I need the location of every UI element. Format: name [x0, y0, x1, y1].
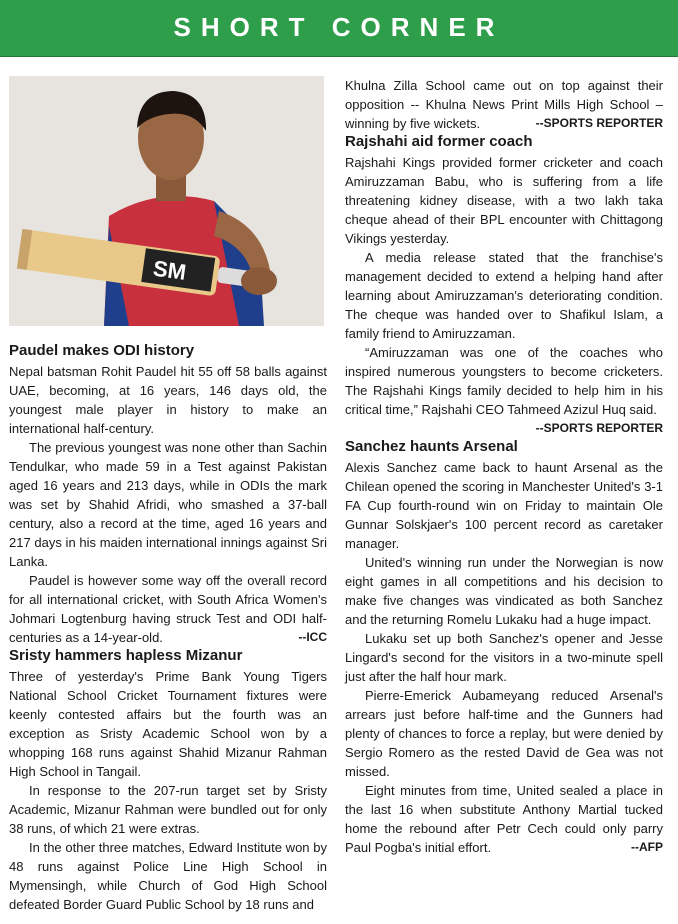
story-paragraph: A media release stated that the franchise's management decided to extend a helping hand after learning about Amiruzzaman's deteriorating condition. The cheque was handed over to Shafikul Islam, a family friend to Amiruzzaman.: [345, 250, 663, 341]
right-column: [345, 76, 663, 857]
story-paragraph: “Amiruzzaman was one of the coaches who inspired numerous youngsters to become cricketers. The Rajshahi Kings family decided to help him in his critical time,” Rajshahi CEO Tahmeed Azizul Huq said.: [345, 345, 663, 417]
story-paragraph: Alexis Sanchez came back to haunt Arsenal as the Chilean opened the scoring in Manchester United's 3-1 FA Cup fourth-round win on Friday to maintain Ole Gunnar Solskjaer's 100 percent record as caretaker manager.: [345, 460, 663, 551]
story-headline: Rajshahi aid former coach: [345, 133, 533, 150]
story-paragraph: Pierre-Emerick Aubameyang reduced Arsenal's arrears just before half-time and the Gunners had plenty of chances to force a replay, but were denied by Sergio Romero as the rested David de Gea was not missed.: [345, 688, 663, 779]
story-paragraph: [9, 571, 327, 647]
bat-brand-label: SM: [151, 255, 188, 285]
story-paragraph: In the other three matches, Edward Institute won by 48 runs against Police Line High School in Mymensingh, while Church of God High School defeated Border Guard Public School by 18 runs and: [9, 840, 327, 912]
story-paragraph: Lukaku set up both Sanchez's opener and Jesse Lingard's second for the visitors in a two-minute spell just after the half hour mark.: [345, 631, 663, 684]
story-paragraph: The previous youngest was none other than Sachin Tendulkar, who made 59 in a Test against Pakistan aged 16 years and 213 days, while in ODIs the mark was set by Shahid Afridi, who smashed a 37-ball century, also a record at the time, aged 16 years and 217 days in his maiden international innings against Sri Lanka.: [9, 440, 327, 569]
story-headline: Sristy hammers hapless Mizanur: [9, 647, 243, 664]
story-paragraph: Rajshahi Kings provided former cricketer and coach Amiruzzaman Babu, who is suffering from a life threatening kidney disease, with a two lakh taka cheque ahead of their BPL encounter with Chittagong Vikings yesterday.: [345, 155, 663, 246]
story-paragraph: In response to the 207-run target set by Sristy Academic, Mizanur Rahman were bundled out for only 38 runs, of which 21 were extras.: [9, 783, 327, 836]
player-photo-illustration: [9, 76, 324, 326]
left-column: [9, 76, 327, 914]
story-credit: --SPORTS REPORTER: [535, 116, 663, 130]
section-title: SHORT CORNER: [173, 12, 505, 42]
story-credit: --SPORTS REPORTER: [535, 421, 663, 435]
story-headline: Paudel makes ODI history: [9, 342, 195, 359]
story-paragraph-text: Khulna Zilla School came out on top against their opposition -- Khulna News Print Mills High School – winning by five wickets.: [345, 78, 663, 131]
story-paragraph: [345, 76, 663, 133]
story-paragraph: Nepal batsman Rohit Paudel hit 55 off 58 balls against UAE, becoming, at 16 years, 146 days old, the youngest male player in history to make an international half-century.: [9, 364, 327, 436]
story-paragraph: United's winning run under the Norwegian is now eight games in all competitions and his decision to make five changes was vindicated as both Sanchez and the returning Romelu Lukaku had a huge impact.: [345, 555, 663, 627]
story-headline: Sanchez haunts Arsenal: [345, 438, 518, 455]
story-paragraph: Three of yesterday's Prime Bank Young Tigers National School Cricket Tournament fixtures were keenly contested affairs but the fourth was an exception as Sristy Academic School won by a whopping 168 runs against Shahid Mizanur Rahman High School in Tangail.: [9, 669, 327, 779]
player-photo: [9, 76, 324, 326]
story-paragraph: [345, 781, 663, 857]
story-credit: --AFP: [631, 840, 663, 854]
story-paragraph-text: Eight minutes from time, United sealed a place in the last 16 when substitute Anthony Martial tucked home the rebound after Petr Cech could only parry Paul Pogba's initial effort.: [345, 783, 663, 855]
story-credit: --ICC: [298, 630, 327, 644]
story-paragraph-text: Paudel is however some way off the overall record for all international cricket, with South Africa Women's Johmari Logtenburg having struck Test and ODI half-centuries as a 14-year-old.: [9, 573, 327, 645]
section-banner: [0, 0, 678, 57]
